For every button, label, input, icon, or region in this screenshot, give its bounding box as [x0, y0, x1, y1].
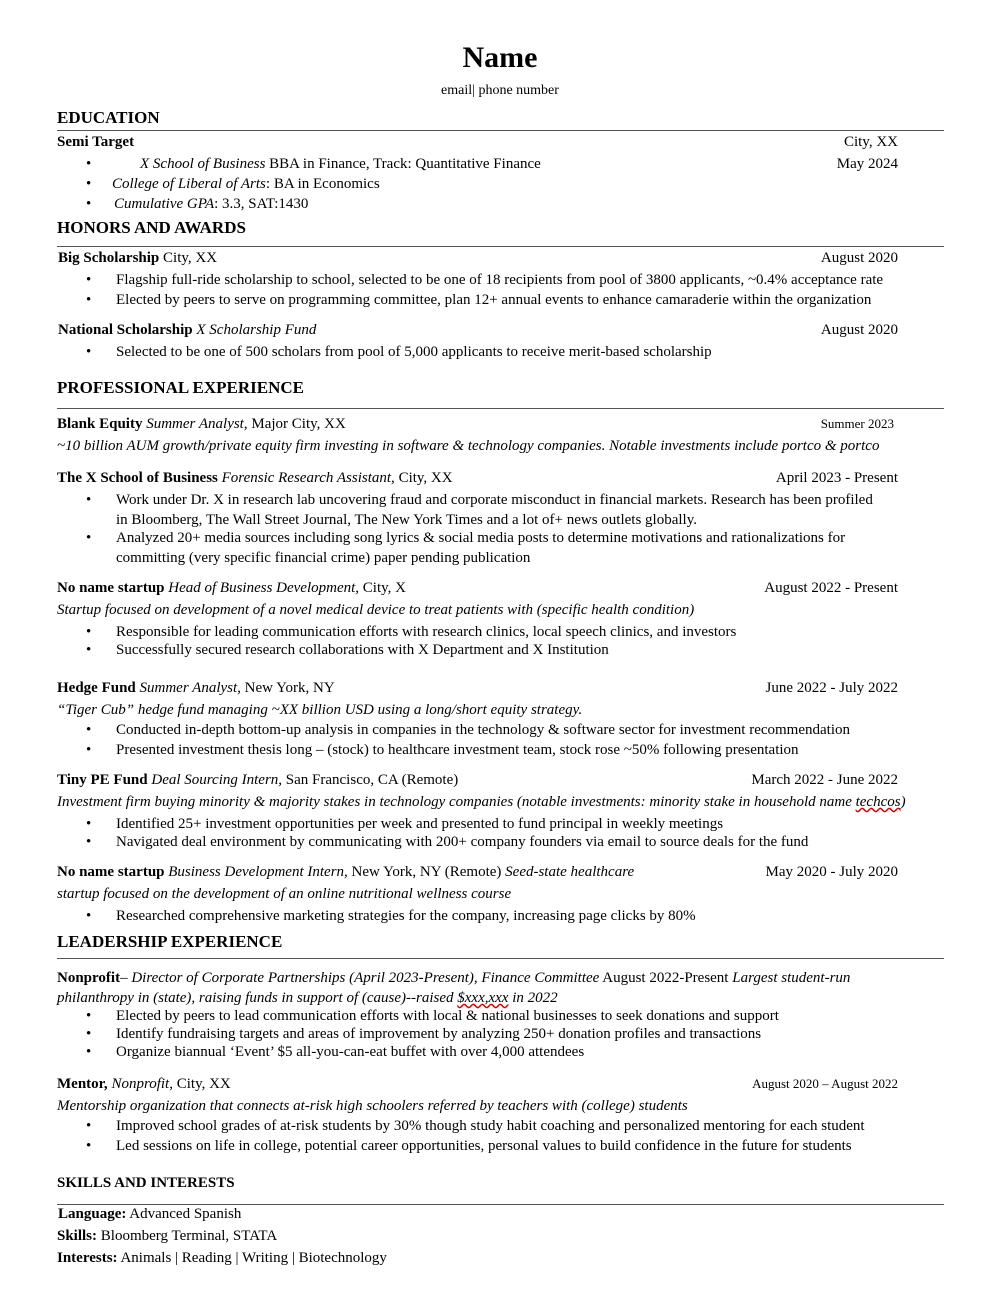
- location: City, XX: [172, 1076, 231, 1092]
- job-title: [57, 771, 458, 789]
- award-org: X Scholarship Fund: [192, 322, 317, 338]
- graduation-date: May 2024: [836, 156, 898, 172]
- job-location: City, X: [359, 580, 406, 596]
- bullet-icon: •: [86, 1026, 92, 1042]
- bullet-icon: •: [86, 908, 92, 924]
- spellcheck-flagged-word[interactable]: $xxx,xxx: [457, 990, 509, 1006]
- bullet-text: in Bloomberg, The Wall Street Journal, The New York Times and a lot of+ news outlets globally.: [116, 512, 697, 528]
- bullet-text: Work under Dr. X in research lab uncovering fraud and corporate misconduct in financial markets. Research has been profiled: [116, 492, 873, 508]
- job-desc-text: ~10 billion AUM growth/private equity firm investing in software & technology companies. Notable investments include portco & portco: [57, 438, 880, 454]
- bullet-text: Presented investment thesis long – (stock) to healthcare investment team, stock rose ~50% following presentation: [116, 742, 799, 758]
- degree-line: [140, 155, 541, 173]
- desc: in 2022: [508, 990, 558, 1006]
- bullet-icon: •: [86, 292, 92, 308]
- award-location: City, XX: [159, 250, 218, 266]
- leadership-date: August 2020 – August 2022: [752, 1076, 898, 1091]
- bullet-text: Researched comprehensive marketing strategies for the company, increasing page clicks by 80%: [116, 908, 696, 924]
- bullet-icon: •: [86, 1008, 92, 1024]
- leadership-title: [57, 1075, 231, 1093]
- job-location: City, XX: [394, 470, 453, 486]
- bullet-text: Identify fundraising targets and areas of improvement by analyzing 250+ donation profiles and transactions: [116, 1026, 762, 1042]
- job-date: March 2022 - June 2022: [751, 772, 898, 788]
- bullet-text: Elected by peers to lead communication efforts with local & national businesses to seek donations and support: [116, 1008, 779, 1024]
- section-heading-honors: HONORS AND AWARDS: [57, 218, 246, 237]
- date: August 2022-Present: [599, 970, 729, 986]
- degree-school: X School of Business: [140, 156, 266, 172]
- school-name: [57, 133, 134, 151]
- job-org: No name startup: [57, 580, 165, 596]
- job-title: [57, 579, 406, 597]
- gpa-line: [114, 195, 308, 213]
- bullet-text: Improved school grades of at-risk students by 30% though study habit coaching and personalized mentoring for each student: [116, 1118, 865, 1134]
- degree: BBA in Finance, Track: Quantitative Finance: [265, 156, 541, 172]
- award-name: National Scholarship: [58, 322, 193, 338]
- job-location: San Francisco, CA (Remote): [282, 772, 459, 788]
- skills-skills: [57, 1227, 277, 1245]
- bullet-icon: •: [86, 530, 92, 546]
- award-title: [58, 321, 316, 339]
- job-role: Forensic Research Assistant,: [217, 470, 395, 486]
- bullet-icon: •: [86, 742, 92, 758]
- award-title: [58, 249, 217, 267]
- bullet-text: Elected by peers to serve on programming committee, plan 12+ annual events to enhance camaraderie within the organization: [116, 292, 872, 308]
- value: Bloomberg Terminal, STATA: [97, 1228, 278, 1244]
- job-location: New York, NY (Remote): [347, 864, 502, 880]
- divider: [57, 958, 944, 959]
- bullet-icon: •: [86, 344, 92, 360]
- award-date: August 2020: [820, 322, 898, 338]
- job-desc-text: startup focused on the development of an online nutritional wellness course: [57, 886, 512, 902]
- bullet-icon: •: [86, 722, 92, 738]
- job-role: Summer Analyst,: [135, 680, 241, 696]
- award-name: Big Scholarship: [58, 250, 160, 266]
- job-date: May 2020 - July 2020: [765, 864, 898, 880]
- gpa-label: Cumulative GPA: [114, 196, 215, 212]
- divider: [57, 408, 944, 409]
- desc: philanthropy in (state), raising funds in support of (cause)--raised: [57, 990, 458, 1006]
- bullet-text: Conducted in-depth bottom-up analysis in companies in the technology & software sector for investment recommendation: [116, 722, 850, 738]
- job-role: Head of Business Development,: [164, 580, 360, 596]
- leadership-description: [57, 989, 558, 1007]
- school: Semi Target: [57, 134, 135, 150]
- bullet-icon: •: [86, 196, 92, 212]
- job-date: April 2023 - Present: [775, 470, 898, 486]
- job-extra: Seed-state healthcare: [501, 864, 635, 880]
- bullet-icon: •: [86, 642, 92, 658]
- org: Nonprofit: [57, 970, 121, 986]
- bullet-icon: •: [86, 1138, 92, 1154]
- section-heading-experience: PROFESSIONAL EXPERIENCE: [57, 378, 305, 397]
- bullet-text: Flagship full-ride scholarship to school, selected to be one of 18 recipients from pool of 3800 applicants, ~0.4% acceptance rate: [116, 272, 884, 288]
- resume-name: Name: [462, 41, 538, 74]
- job-role: Business Development Intern,: [164, 864, 348, 880]
- job-desc-text: Investment firm buying minority & majority stakes in technology companies (notable investments: minority stake in household name: [57, 794, 856, 810]
- job-title: [57, 863, 634, 881]
- desc: Largest student-run: [728, 970, 851, 986]
- job-desc-text: Startup focused on development of a novel medical device to treat patients with (specific health condition): [57, 602, 695, 618]
- job-description: [57, 437, 879, 455]
- job-role: Deal Sourcing Intern,: [147, 772, 283, 788]
- divider: [57, 246, 944, 247]
- section-heading-skills: SKILLS AND INTERESTS: [57, 1175, 235, 1191]
- skills-interests: [57, 1249, 387, 1267]
- bullet-icon: •: [86, 492, 92, 508]
- bullet-text: Responsible for leading communication efforts with research clinics, local speech clinics, and investors: [116, 624, 737, 640]
- contact-line: email| phone number: [441, 83, 559, 98]
- role: Director of Corporate Partnerships (April 2023-Present), Finance Committee: [127, 970, 600, 986]
- bullet-text: Led sessions on life in college, potential career opportunities, personal values to build confidence in the future for students: [116, 1138, 852, 1154]
- skills-language: [58, 1205, 241, 1223]
- org: Mentor,: [57, 1076, 108, 1092]
- dash: –: [120, 970, 128, 986]
- job-description: [57, 601, 694, 619]
- bullet-icon: •: [86, 1118, 92, 1134]
- job-location: Major City, XX: [247, 416, 346, 432]
- bullet-icon: •: [86, 272, 92, 288]
- leadership-description: [57, 1097, 688, 1115]
- job-date: June 2022 - July 2022: [765, 680, 898, 696]
- job-org: No name startup: [57, 864, 165, 880]
- degree: : BA in Economics: [265, 176, 380, 192]
- value: Advanced Spanish: [126, 1206, 242, 1222]
- job-date: August 2022 - Present: [764, 580, 898, 596]
- bullet-text: committing (very specific financial crime) paper pending publication: [116, 550, 531, 566]
- bullet-text: Organize biannual ‘Event’ $5 all-you-can-eat buffet with over 4,000 attendees: [116, 1044, 585, 1060]
- job-description: [57, 701, 582, 719]
- school-location: City, XX: [843, 134, 898, 150]
- degree-school: College of Liberal of Arts: [112, 176, 266, 192]
- label: Language:: [58, 1206, 127, 1222]
- label: Skills:: [57, 1228, 98, 1244]
- job-org: Hedge Fund: [57, 680, 136, 696]
- job-description: [57, 885, 511, 903]
- section-heading-leadership: LEADERSHIP EXPERIENCE: [57, 932, 283, 951]
- job-location: New York, NY: [240, 680, 335, 696]
- divider: [57, 130, 944, 131]
- job-title: [57, 679, 335, 697]
- job-description: [57, 793, 906, 811]
- bullet-icon: •: [86, 1044, 92, 1060]
- job-org: Blank Equity: [57, 416, 143, 432]
- label: Interests:: [57, 1250, 118, 1266]
- job-role: Summer Analyst,: [142, 416, 248, 432]
- bullet-icon: •: [86, 156, 92, 172]
- job-title: [57, 415, 346, 433]
- section-heading-education: EDUCATION: [57, 108, 160, 127]
- job-title: [57, 469, 453, 487]
- job-desc-text: ): [900, 794, 906, 810]
- job-org: Tiny PE Fund: [57, 772, 148, 788]
- role: Nonprofit,: [107, 1076, 173, 1092]
- job-desc-text: “Tiger Cub” hedge fund managing ~XX billion USD using a long/short equity strategy.: [57, 702, 583, 718]
- bullet-text: Identified 25+ investment opportunities per week and presented to fund principal in weekly meetings: [116, 816, 724, 832]
- value: Animals | Reading | Writing | Biotechnology: [117, 1250, 387, 1266]
- leadership-title: [57, 969, 850, 987]
- award-date: August 2020: [820, 250, 898, 266]
- bullet-icon: •: [86, 176, 92, 192]
- gpa-value: : 3.3, SAT:1430: [214, 196, 309, 212]
- bullet-text: Successfully secured research collaborations with X Department and X Institution: [116, 642, 609, 658]
- job-date: Summer 2023: [820, 416, 894, 431]
- spellcheck-flagged-word[interactable]: techcos: [855, 794, 901, 810]
- bullet-icon: •: [86, 834, 92, 850]
- bullet-text: Selected to be one of 500 scholars from pool of 5,000 applicants to receive merit-based scholarship: [116, 344, 712, 360]
- degree-line: [112, 175, 380, 193]
- bullet-text: Navigated deal environment by communicating with 200+ company founders via email to source deals for the fund: [116, 834, 809, 850]
- bullet-icon: •: [86, 624, 92, 640]
- bullet-text: Analyzed 20+ media sources including song lyrics & social media posts to determine motivations and rationalizations for: [116, 530, 846, 546]
- job-org: The X School of Business: [57, 470, 218, 486]
- desc: Mentorship organization that connects at-risk high schoolers referred by teachers with (college) students: [57, 1098, 688, 1114]
- bullet-icon: •: [86, 816, 92, 832]
